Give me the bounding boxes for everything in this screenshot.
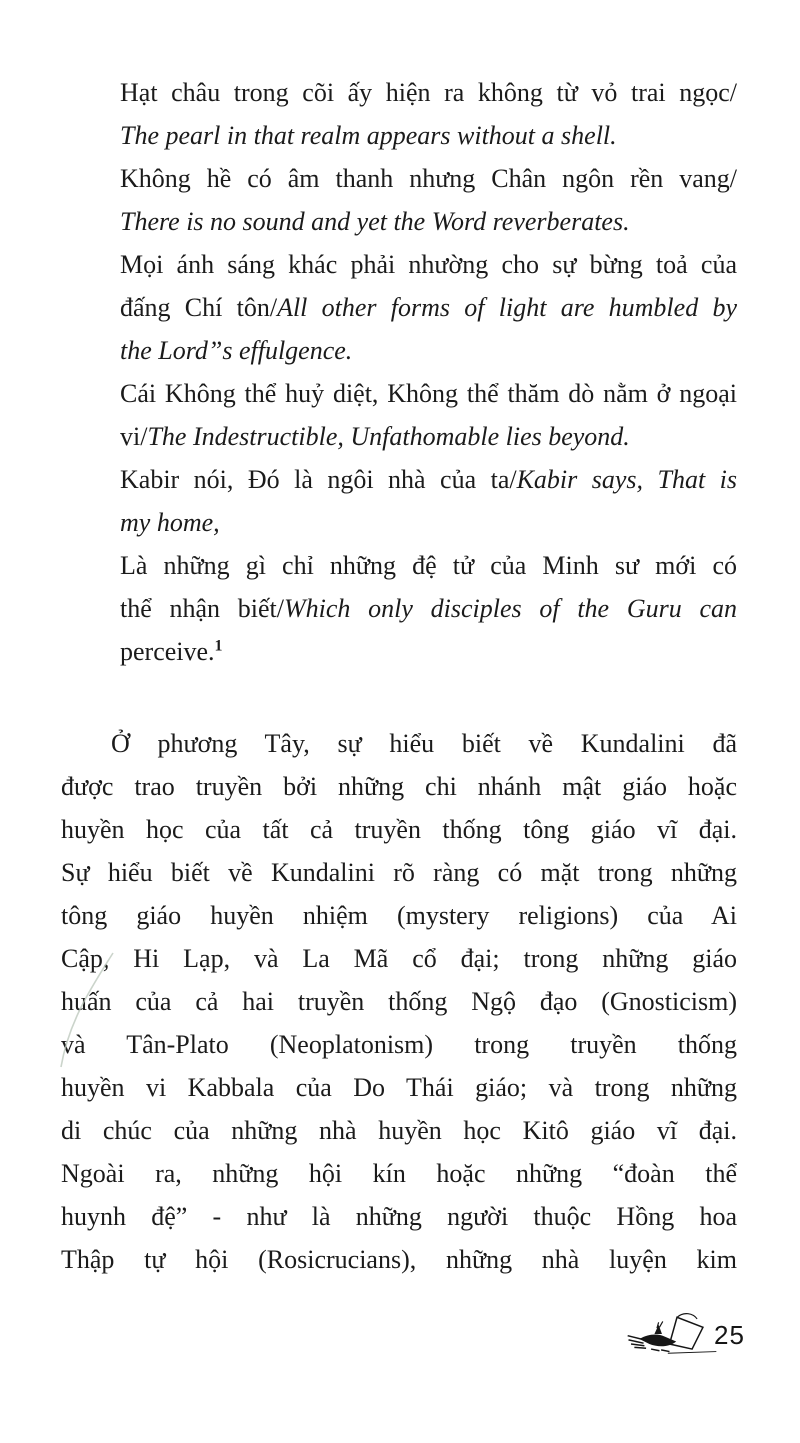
text-line: Mọi ánh sáng khác phải nhường cho sự bừng toả của xyxy=(120,250,737,279)
text-line: huấn của cả hai truyền thống Ngộ đạo (Gnosticism) xyxy=(61,987,737,1016)
text-line: There is no sound and yet the Word reverberates. xyxy=(120,207,630,236)
text-line: Hạt châu trong cõi ấy hiện ra không từ vỏ trai ngọc/ xyxy=(120,78,737,107)
text-line: Ngoài ra, những hội kín hoặc những “đoàn thể xyxy=(61,1159,737,1188)
text-line: Sự hiểu biết về Kundalini rõ ràng có mặt trong những xyxy=(61,858,737,887)
text-line: the Lord”s effulgence. xyxy=(120,336,353,365)
text-line: vi/The Indestructible, Unfathomable lies beyond. xyxy=(120,422,630,451)
text-line: Thập tự hội (Rosicrucians), những nhà luyện kim xyxy=(61,1245,737,1274)
text-line: thể nhận biết/Which only disciples of the Guru can xyxy=(120,594,737,623)
text-line: đấng Chí tôn/All other forms of light are humbled by xyxy=(120,293,737,322)
text-line: Không hề có âm thanh nhưng Chân ngôn rền vang/ xyxy=(120,164,737,193)
flying-bird-ornament-icon xyxy=(626,1310,718,1358)
text-line: huyền vi Kabbala của Do Thái giáo; và trong những xyxy=(61,1073,737,1102)
text-line: Kabir nói, Đó là ngôi nhà của ta/Kabir says, That is xyxy=(120,465,737,494)
body-paragraph xyxy=(61,722,737,1281)
text-line: Là những gì chỉ những đệ tử của Minh sư mới có xyxy=(120,551,737,580)
text-line: Ở phương Tây, sự hiểu biết về Kundalini đã xyxy=(111,729,737,758)
quote-block xyxy=(120,71,737,673)
text-line: được trao truyền bởi những chi nhánh mật giáo hoặc xyxy=(61,772,737,801)
text-line: huynh đệ” - như là những người thuộc Hồng hoa xyxy=(61,1202,737,1231)
page-number: 25 xyxy=(714,1320,745,1350)
text-line: di chúc của những nhà huyền học Kitô giáo vĩ đại. xyxy=(61,1116,737,1145)
text-line: Cập, Hi Lạp, và La Mã cổ đại; trong những giáo xyxy=(61,944,737,973)
text-line: Cái Không thể huỷ diệt, Không thể thăm dò nằm ở ngoại xyxy=(120,379,737,408)
text-line: my home, xyxy=(120,508,220,537)
text-line: The pearl in that realm appears without a shell. xyxy=(120,121,617,150)
page-footer xyxy=(626,1306,766,1358)
text-line: tông giáo huyền nhiệm (mystery religions) của Ai xyxy=(61,901,737,930)
text-line: perceive.$^1$ xyxy=(120,637,223,666)
text-line: huyền học của tất cả truyền thống tông giáo vĩ đại. xyxy=(61,815,737,844)
text-line: và Tân-Plato (Neoplatonism) trong truyền thống xyxy=(61,1030,737,1059)
